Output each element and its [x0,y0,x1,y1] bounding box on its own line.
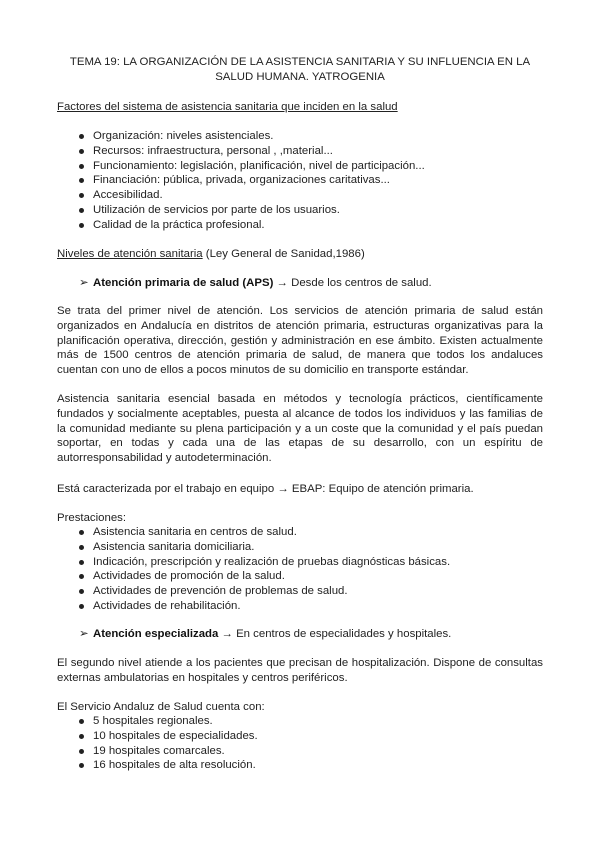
bullet-icon [79,604,84,609]
list-item [57,569,543,584]
list-item [57,159,543,174]
paragraph-aps-2: Asistencia sanitaria esencial basada en métodos y tecnología prácticos, científicamente fundados y socialmente aceptables, puesta al alcance de todos los individuos y las familias de la comunidad mediante su plena participación y a un coste que la comunidad y el país puedan soportar, en todas y cada una de las etapas de su desarrollo, con un espíritu de autorresponsabilidad y autodeterminación. [57,393,543,465]
sas-heading: El Servicio Andaluz de Salud cuenta con: [57,701,265,713]
bullet-icon [79,719,84,724]
list-item-text: 16 hospitales de alta resolución. [93,759,256,772]
bullet-icon [79,149,84,154]
paragraph-especializada: El segundo nivel atiende a los pacientes que precisan de hospitalización. Dispone de consultas externas ambulatorias en hospitales y centros periféricos. [57,657,543,684]
list-item-text: Recursos: infraestructura, personal , ,material... [93,144,333,157]
prestaciones-heading: Prestaciones: [57,512,127,524]
list-item-text: Financiación: pública, privada, organizaciones caritativas... [93,174,390,187]
list-item-text: Organización: niveles asistenciales. [93,130,274,142]
niveles-heading [57,247,543,262]
aps-heading [57,276,565,291]
niveles-heading-suffix: (Ley General de Sanidad,1986) [202,248,365,260]
list-item [57,525,543,540]
title-line-1: TEMA 19: LA ORGANIZACIÓN DE LA ASISTENCIA SANITARIA Y SU INFLUENCIA EN LA [69,56,531,68]
list-item [57,729,543,744]
list-item [57,758,543,773]
bullet-icon [79,574,84,579]
list-item-text: Calidad de la práctica profesional. [93,218,265,231]
list-item-text: Utilización de servicios por parte de los usuarios. [93,203,340,216]
list-item [57,144,543,159]
list-item-text: Actividades de promoción de la salud. [93,570,285,583]
factores-list [57,129,543,233]
list-item-text: Accesibilidad. [93,189,163,202]
bullet-icon [79,530,84,535]
especializada-description: → En centros de especialidades y hospitales. [218,628,452,640]
list-item [57,584,543,599]
arrow-bullet-icon: ➢ [79,628,89,640]
bullet-icon [79,545,84,550]
page-title [57,55,543,85]
bullet-icon [79,223,84,228]
especializada-heading [57,627,565,642]
list-item-text: 10 hospitales de especialidades. [93,729,258,742]
aps-title: Atención primaria de salud (APS) [93,277,274,289]
niveles-heading-text: Niveles de atención sanitaria [57,248,203,260]
list-item-text: 5 hospitales regionales. [93,715,213,727]
bullet-icon [79,589,84,594]
list-item [57,540,543,555]
list-item-text: Actividades de prevención de problemas de salud. [93,585,348,598]
list-item [57,599,543,614]
list-item [57,744,543,759]
bullet-icon [79,749,84,754]
prestaciones-list [57,525,543,614]
especializada-title: Atención especializada [93,628,219,640]
paragraph-aps-1: Se trata del primer nivel de atención. Los servicios de atención primaria de salud están organizados en Andalucía en distritos de atención primaria, estructuras organizativas para la planificación operativa, dirección, gestión y administración en ese ámbito. Existen actualmente más de 1500 centros de atención primaria de salud, de manera que todos los andaluces cuentan con uno de ellos a pocos minutos de su domicilio en transporte estándar. [57,305,543,377]
sas-list [57,714,543,773]
bullet-icon [79,134,84,139]
bullet-icon [79,164,84,169]
bullet-icon [79,560,84,565]
list-item-text: 19 hospitales comarcales. [93,744,225,757]
list-item-text: Asistencia sanitaria domiciliaria. [93,540,255,553]
list-item [57,203,543,218]
list-item [57,218,543,233]
list-item-text: Funcionamiento: legislación, planificación, nivel de participación... [93,159,425,172]
list-item-text: Asistencia sanitaria en centros de salud. [93,526,297,538]
list-item [57,129,543,144]
bullet-icon [79,208,84,213]
bullet-icon [79,734,84,739]
factores-heading: Factores del sistema de asistencia sanitaria que inciden en la salud [57,101,398,113]
paragraph-ebap: Está caracterizada por el trabajo en equipo → EBAP: Equipo de atención primaria. [57,483,474,495]
bullet-icon [79,178,84,183]
list-item [57,173,543,188]
list-item [57,714,543,729]
aps-description: → Desde los centros de salud. [273,277,432,289]
list-item [57,188,543,203]
bullet-icon [79,763,84,768]
list-item-text: Indicación, prescripción y realización de pruebas diagnósticas básicas. [93,555,451,568]
arrow-bullet-icon: ➢ [79,277,89,289]
list-item [57,555,543,570]
list-item-text: Actividades de rehabilitación. [93,599,241,612]
bullet-icon [79,193,84,198]
title-line-2: SALUD HUMANA. YATROGENIA [215,70,385,83]
